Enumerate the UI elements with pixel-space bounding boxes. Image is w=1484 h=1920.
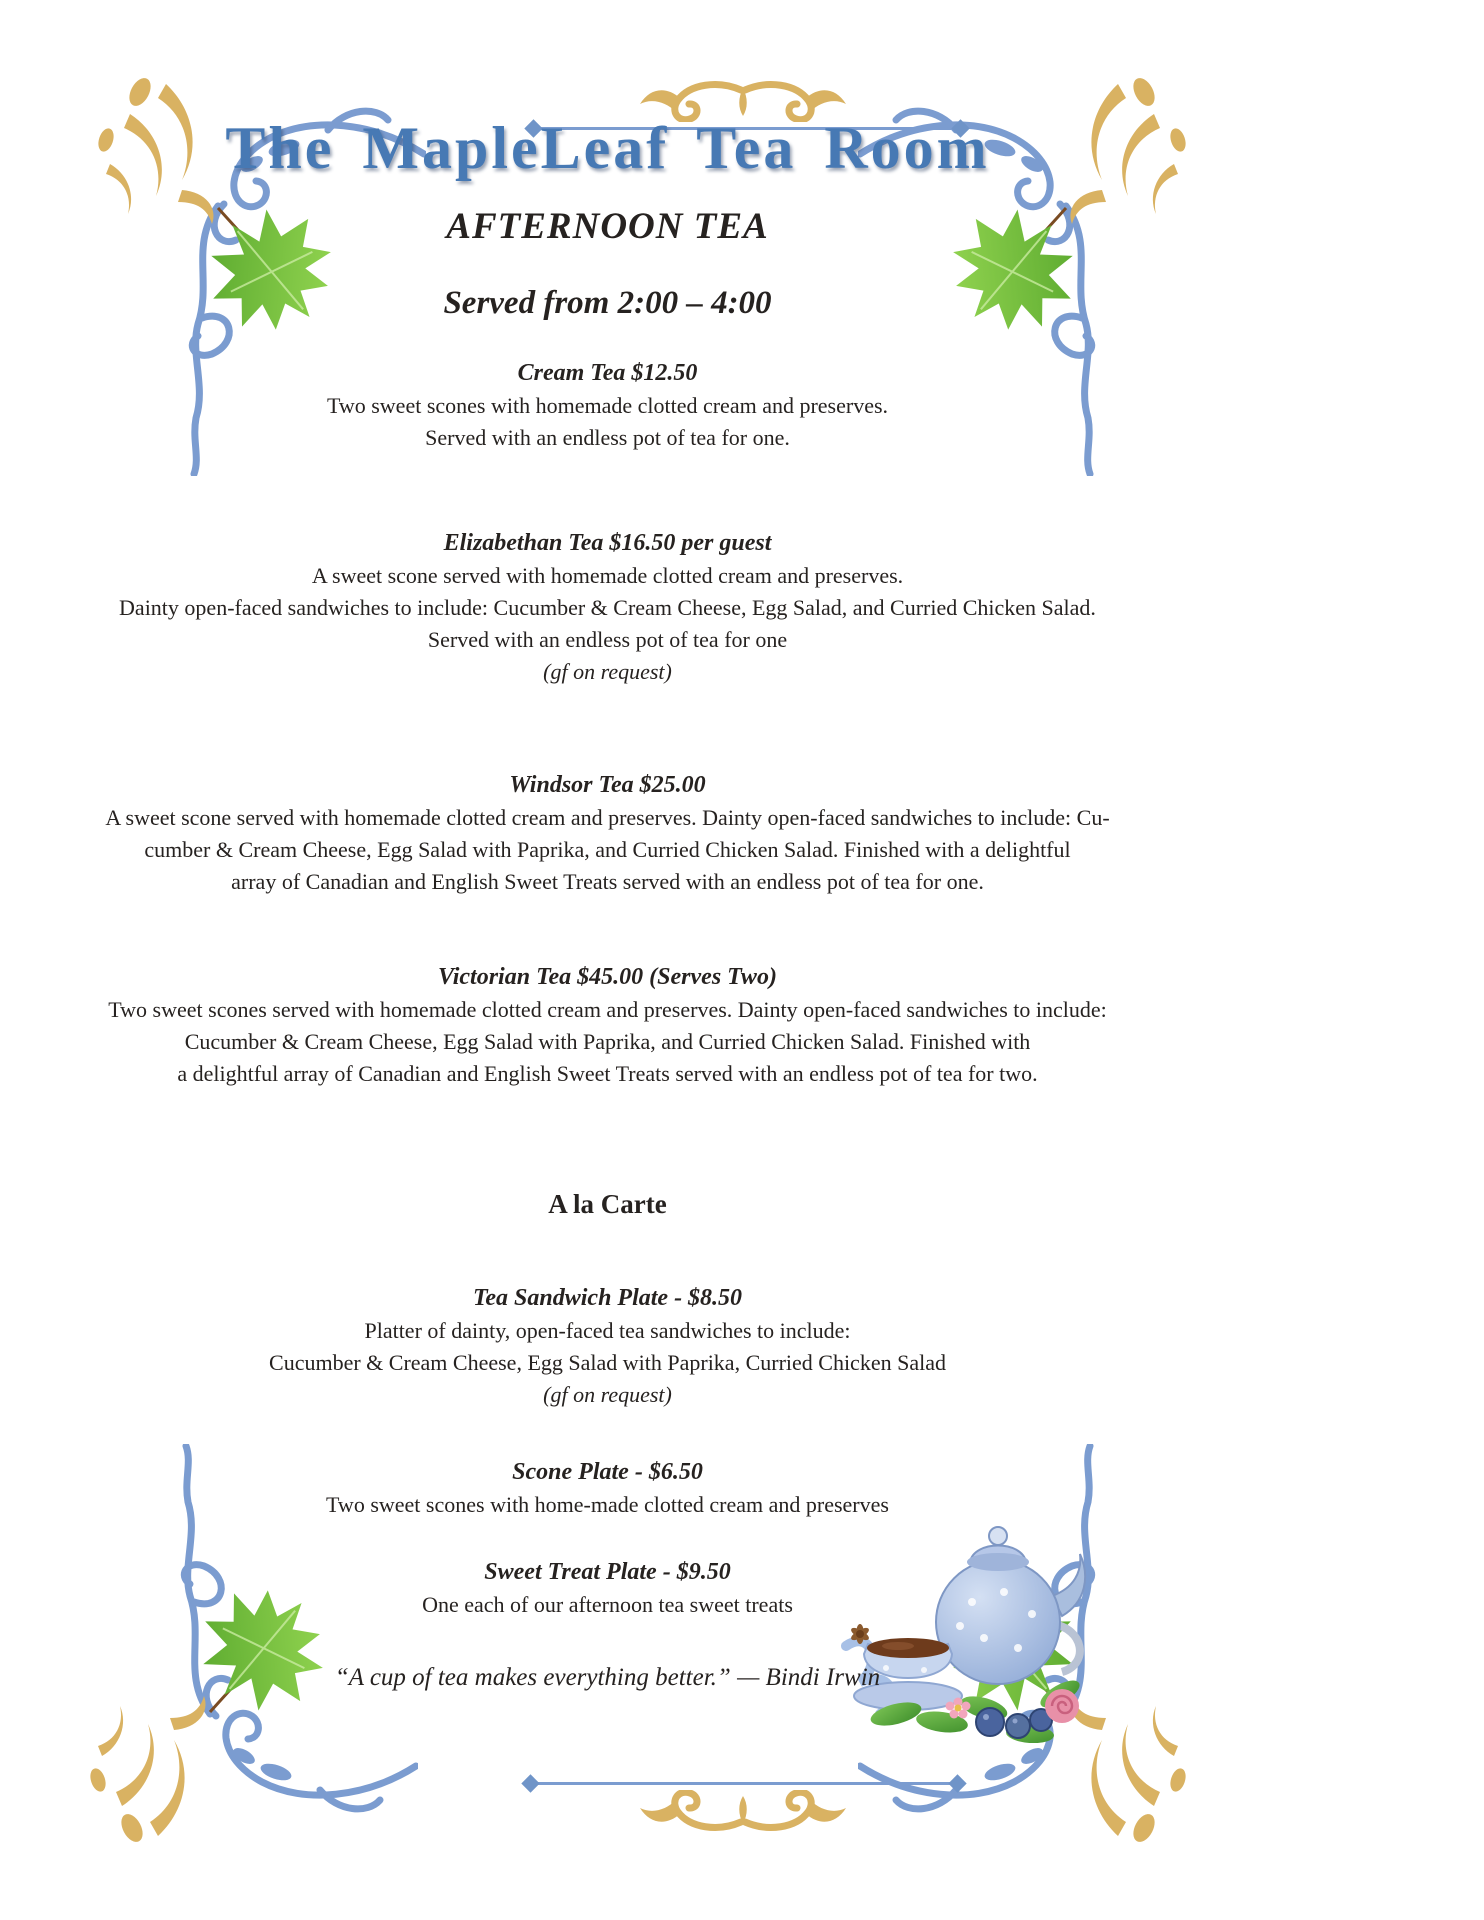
item-name: Windsor Tea $25.00 (509, 772, 706, 798)
page-title: The MapleLeaf Tea Room (225, 115, 990, 181)
a-la-carte-heading: A la Carte (548, 1189, 667, 1219)
item-name: Scone Plate - $6.50 (512, 1459, 703, 1485)
item-name: Sweet Treat Plate - $9.50 (484, 1559, 731, 1585)
served-hours: Served from 2:00 – 4:00 (443, 285, 772, 321)
rose-icon (1045, 1689, 1079, 1723)
item-description-line: Dainty open-faced sandwiches to include: Cucumber & Cream Cheese, Egg Salad, and Curried Chicken Salad. (119, 595, 1096, 620)
menu-item-scone-plate (0, 1455, 1215, 1521)
item-name: Tea Sandwich Plate - $8.50 (472, 1285, 743, 1311)
item-description-line: Two sweet scones with home-made clotted cream and preserves (326, 1492, 889, 1517)
item-name: Cream Tea $12.50 (517, 360, 698, 386)
menu-item-tea-sandwich-plate (0, 1281, 1215, 1411)
item-description-line: One each of our afternoon tea sweet treats (422, 1592, 793, 1617)
item-description-line: A sweet scone served with homemade clotted cream and preserves. Dainty open-faced sandwiches to include: Cu- (105, 805, 1110, 830)
tea-quote: “A cup of tea makes everything better.” — Bindi Irwin (334, 1664, 881, 1691)
gluten-free-note: (gf on request) (543, 1382, 672, 1407)
item-description-line: Cucumber & Cream Cheese, Egg Salad with Paprika, Curried Chicken Salad (269, 1350, 946, 1375)
menu-item-windsor-tea (0, 768, 1215, 898)
item-description-line: Served with an endless pot of tea for one. (425, 425, 790, 450)
bottom-rule (530, 1782, 958, 1785)
menu-item-sweet-treat-plate (0, 1555, 1215, 1621)
menu-item-victorian-tea (0, 960, 1215, 1090)
gluten-free-note: (gf on request) (543, 659, 672, 684)
menu-item-elizabethan-tea (0, 526, 1215, 688)
item-description-line: Served with an endless pot of tea for one (427, 627, 788, 652)
diamond-end-icon (521, 1774, 539, 1792)
item-description-line: Two sweet scones with homemade clotted cream and preserves. (326, 393, 889, 418)
item-description-line: A sweet scone served with homemade clotted cream and preserves. (311, 563, 904, 588)
item-description-line: Cucumber & Cream Cheese, Egg Salad with Paprika, and Curried Chicken Salad. Finished with (184, 1029, 1031, 1054)
item-description-line: array of Canadian and English Sweet Treats served with an endless pot of tea for one. (231, 869, 984, 894)
item-description-line: a delightful array of Canadian and English Sweet Treats served with an endless pot of tea for two. (177, 1061, 1038, 1086)
menu-item-cream-tea (0, 356, 1215, 454)
item-description-line: Platter of dainty, open-faced tea sandwiches to include: (364, 1318, 851, 1343)
item-description-line: cumber & Cream Cheese, Egg Salad with Paprika, and Curried Chicken Salad. Finished with a delightful (144, 837, 1071, 862)
item-name: Elizabethan Tea $16.50 per guest (443, 530, 772, 556)
bottom-gold-scroll-divider-icon (638, 1790, 848, 1834)
menu-subtitle: AFTERNOON TEA (446, 206, 769, 247)
item-description-line: Two sweet scones served with homemade clotted cream and preserves. Dainty open-faced sandwiches to include: (108, 997, 1107, 1022)
item-name: Victorian Tea $45.00 (Serves Two) (438, 964, 777, 990)
